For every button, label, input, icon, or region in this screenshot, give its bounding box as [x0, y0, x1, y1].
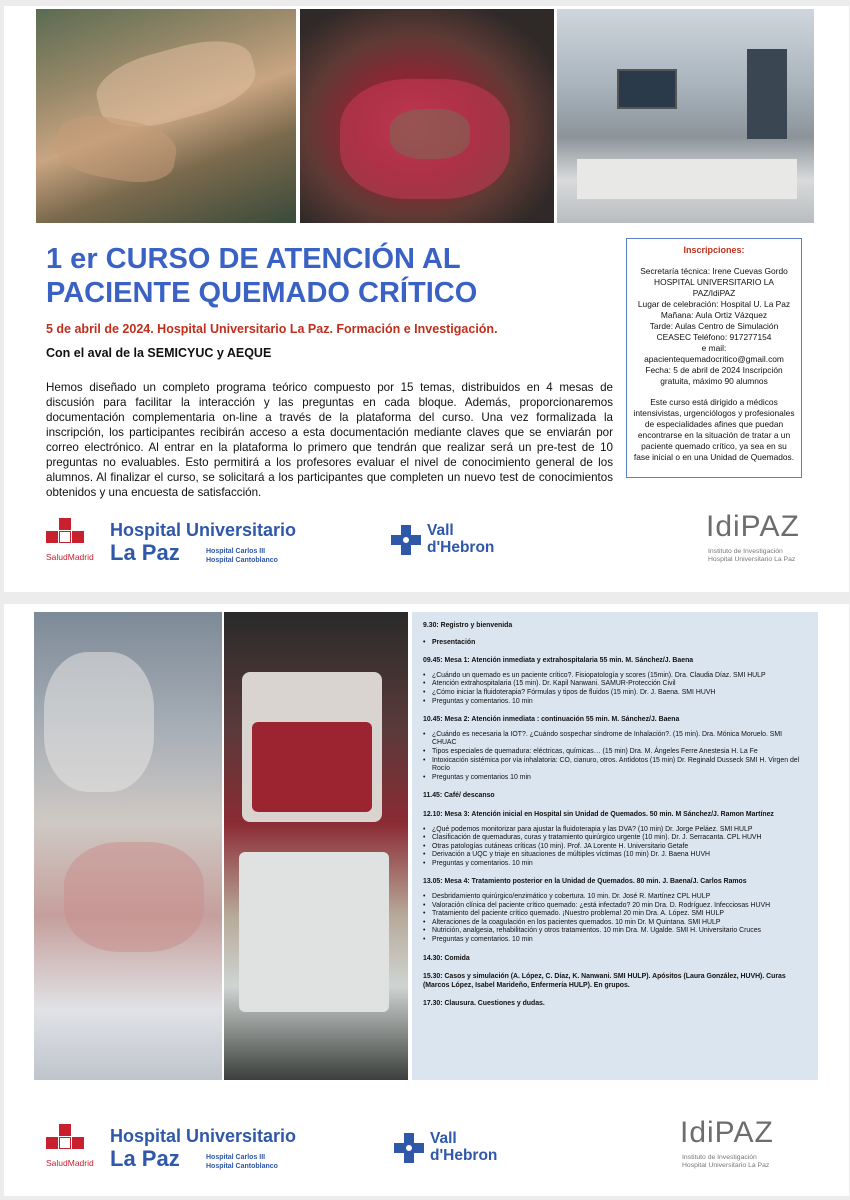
salud-madrid-icon: [46, 1124, 84, 1154]
insc-note: Este curso está dirigido a médicos intensivistas, urgenciólogos y profesionales de especialidades afines que puedan encontrarse en la situación de tratar a un paciente quemado crítico, ya sea en su fase inicial o en una Unidad de Quemados.: [633, 397, 795, 462]
hospital-la-paz: La Paz: [110, 1146, 180, 1171]
program-item: • Desbridamiento quirúrgico/enzimático y cobertura. 10 min. Dr. José R. Martínez CPL HULP: [423, 893, 806, 902]
program-item: • Preguntas y comentarios. 10 min: [423, 936, 806, 945]
flyer-page-1: [4, 6, 849, 592]
hospital-name: Hospital Universitario: [110, 1126, 297, 1146]
vall-line2: d'Hebron: [430, 1147, 498, 1164]
program-heading: 17.30: Clausura. Cuestiones y dudas.: [423, 1000, 545, 1008]
program-heading: 9.30: Registro y bienvenida: [423, 622, 513, 629]
insc-line: Lugar de celebración: Hospital U. La Paz Mañana: Aula Ortiz Vázquez: [637, 299, 791, 320]
inscripciones-box: [626, 238, 802, 478]
logo-hospital-la-paz: [46, 1124, 316, 1174]
hospital-la-paz: La Paz: [110, 540, 180, 565]
course-endorsement: Con el aval de la SEMICYUC y AEQUE: [46, 346, 272, 360]
hospital-carlos: Hospital Carlos III: [206, 1154, 266, 1161]
program-bullet: • Presentación: [423, 639, 806, 648]
hospital-cantoblanco: Hospital Cantoblanco: [206, 1162, 278, 1170]
photo-urine-bag: [224, 612, 408, 1080]
program-item: • Tratamiento del paciente crítico quemado. ¡Nuestro problema! 20 min Dra. A. López. SMI HULP: [423, 910, 806, 919]
insc-line: HOSPITAL UNIVERSITARIO LA PAZ/IdiPAZ: [654, 277, 774, 298]
vall-line2: d'Hebron: [427, 539, 495, 556]
program-item: • ¿Cuándo un quemado es un paciente crítico?. Fisiopatología y scores (15min). Dra. Claudia Díaz. SMI HULP: [423, 672, 806, 681]
program-item: • ¿Cuándo es necesaria la IOT?. ¿Cuándo sospechar síndrome de Inhalación?. (15 min). Dra. Mónica Moruelo. SMI CHUAC: [423, 731, 806, 748]
hospital-cantoblanco: Hospital Cantoblanco: [206, 556, 278, 564]
program-item: • Intoxicación sistémica por vía inhalatoria: CO, cianuro, otros. Antídotos (15 min) Dr. Reginald Dusseck SMI H. Virgen del Rocío: [423, 757, 806, 774]
salud-madrid-label: SaludMadrid: [46, 552, 94, 562]
program-item: • Preguntas y comentarios. 10 min: [423, 698, 806, 707]
salud-madrid-icon: [46, 518, 84, 548]
idipaz-wordmark: IdiPAZ: [706, 510, 800, 543]
program-item: • Valoración clínica del paciente crítico quemado: ¿está infectado? 20 min Dra. D. Rodríguez. Infecciosas HUVH: [423, 902, 806, 911]
program-list: [423, 826, 806, 869]
flyer-page-2: [4, 604, 849, 1196]
vall-hebron-name: [430, 1130, 497, 1164]
insc-email[interactable]: e mail: apacientequemadocritico@gmail.com: [644, 343, 784, 364]
photo-burned-torso: [300, 9, 554, 223]
program-heading: 12.10: Mesa 3: Atención inicial en Hospital sin Unidad de Quemados. 50 min. M Sánchez/J. Ramon Martínez: [423, 810, 774, 818]
logo-vall-hebron: [392, 1128, 532, 1168]
vall-line1: Vall: [427, 522, 454, 539]
vall-hebron-cross-icon: [389, 523, 423, 557]
vall-line1: Vall: [430, 1130, 457, 1147]
program-heading: 09.45: Mesa 1: Atención inmediata y extrahospitalaria 55 min. M. Sánchez/J. Baena: [423, 657, 694, 665]
program-item: • Tipos especiales de quemadura: eléctricas, químicas… (15 min) Dra. M. Ángeles Ferre Anestesia H. La Fe: [423, 748, 806, 757]
program-item: • ¿Cómo iniciar la fluidoterapia? Fórmulas y tipos de fluidos (15 min). Dr. J. Baena. SMI HUVH: [423, 689, 806, 698]
vall-hebron-name: [427, 522, 494, 556]
insc-line: Secretaría técnica: Irene Cuevas Gordo: [640, 266, 788, 276]
program-list: [423, 893, 806, 945]
program-heading: 11.45: Café/ descanso: [423, 792, 495, 800]
program-item: • Preguntas y comentarios 10 min: [423, 774, 806, 783]
idipaz-subtitle: [708, 548, 795, 564]
vall-hebron-cross-icon: [392, 1131, 426, 1165]
insc-line: Tarde: Aulas Centro de Simulación CEASEC Teléfono: 917277154: [649, 321, 779, 342]
photo-burned-hands: [36, 9, 296, 223]
program-heading: 13.05: Mesa 4: Tratamiento posterior en la Unidad de Quemados. 80 min. J. Baena/J. Carlos Ramos: [423, 878, 747, 886]
logo-idipaz: [706, 510, 816, 570]
hospital-carlos: Hospital Carlos III: [206, 548, 266, 555]
idipaz-sub2: Hospital Universitario La Paz: [708, 556, 796, 563]
program-list: [423, 672, 806, 706]
program-heading: 15.30: Casos y simulación (A. López, C. Díaz, K. Nanwani. SMI HULP). Apósitos (Laura González, HUVH). Curas (Marcos López, Isabel Marideño, Enfermería HULP). En grupos.: [423, 973, 786, 989]
photo-patient-bed: [34, 612, 222, 1080]
course-date: 5 de abril de 2024. Hospital Universitario La Paz. Formación e Investigación.: [46, 322, 498, 336]
logo-hospital-la-paz: [46, 518, 316, 568]
program-item: • Preguntas y comentarios. 10 min: [423, 860, 806, 869]
idipaz-sub1: Instituto de Investigación: [708, 548, 783, 555]
logo-idipaz: [680, 1116, 790, 1176]
program-item: • Alteraciones de la coagulación en los pacientes quemados. 10 min Dr. M Quintana. SMI HULP: [423, 919, 806, 928]
salud-madrid-label: SaludMadrid: [46, 1158, 94, 1168]
logo-vall-hebron: [389, 520, 529, 560]
inscripciones-title: Inscripciones:: [683, 245, 745, 255]
idipaz-sub1: Instituto de Investigación: [682, 1154, 757, 1161]
photo-icu-room: [557, 9, 814, 223]
program-heading: 10.45: Mesa 2: Atención inmediata : continuación 55 min. M. Sánchez/J. Baena: [423, 716, 680, 724]
program-item: • Otras patologías cutáneas críticas (10 min). Prof. JA Lorente H. Universitario Getafe: [423, 843, 806, 852]
program-item: • Derivación a UQC y triaje en situaciones de múltiples víctimas (10 min) Dr. J. Baena HUVH: [423, 851, 806, 860]
program-item: • Nutrición, analgesia, rehabilitación y otros tratamientos. 10 min Dra. M. Ugalde. SMI H. Universitario Cruces: [423, 927, 806, 936]
program-item: • Atención extrahospitalaria (15 min). Dr. Kapil Nanwani. SAMUR-Protección Civil: [423, 680, 806, 689]
hospital-sub: [206, 548, 278, 565]
insc-line: Fecha: 5 de abril de 2024 Inscripción gratuita, máximo 90 alumnos: [645, 365, 783, 386]
course-title: 1 er CURSO DE ATENCIÓN AL PACIENTE QUEMADO CRÍTICO: [46, 243, 478, 309]
idipaz-sub2: Hospital Universitario La Paz: [682, 1162, 770, 1169]
program-item: • ¿Qué podemos monitorizar para ajustar la fluidoterapia y las DVA? (10 min) Dr. Jorge Peláez. SMI HULP: [423, 826, 806, 835]
program-heading: 14.30: Comida: [423, 954, 470, 962]
program-panel: [412, 612, 818, 1080]
course-description: Hemos diseñado un completo programa teórico compuesto por 15 temas, distribuidos en 4 mesas de discusión para facilitar la interacción y las preguntas en cada bloque. Además, proporcionaremos documentación complementaria on-line a través de la plataforma del curso. Una vez formalizada la inscripción, los participantes recibirán acceso a esta documentación mediante claves que se enviarán por correo electrónico. Al entrar en la plataforma lo primero que tendrán que realizar será un pre-test de 10 preguntas no evaluables. Esto permitirá a los profesores evaluar el nivel de conocimiento general de los alumnos. Al finalizar el curso, se solicitará a los participantes que completen un nuevo test de conocimientos obtenidos y una encuesta de satisfacción.: [46, 381, 613, 499]
program-list: [423, 731, 806, 783]
program-item: • Clasificación de quemaduras, curas y tratamiento quirúrgico urgente (10 min). Dr. J. Serracanta. CPL HUVH: [423, 834, 806, 843]
hospital-sub: [206, 1154, 278, 1171]
idipaz-wordmark: IdiPAZ: [680, 1116, 774, 1149]
idipaz-subtitle: [682, 1154, 769, 1170]
hospital-name: Hospital Universitario: [110, 520, 297, 540]
